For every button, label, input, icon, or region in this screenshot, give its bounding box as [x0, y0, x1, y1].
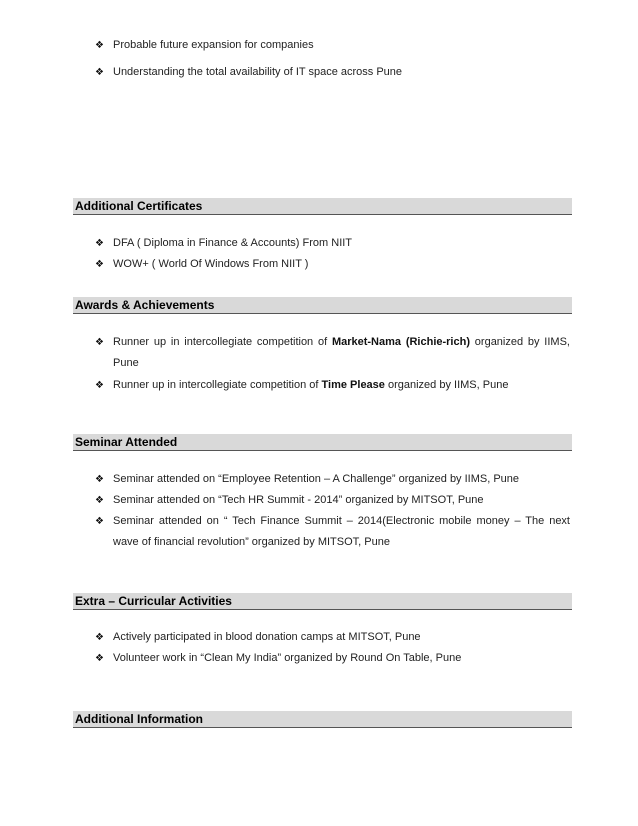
seminar-list — [95, 469, 570, 553]
certificates-list — [95, 233, 570, 275]
section-heading-seminar — [73, 434, 572, 451]
list-item: ❖ Seminar attended on “Employee Retention – A Challenge” organized by IIMS, Pune — [95, 469, 570, 490]
diamond-bullet-icon: ❖ — [95, 632, 104, 643]
diamond-bullet-icon: ❖ — [95, 474, 104, 485]
list-item: ❖ Probable future expansion for companies — [95, 35, 570, 56]
list-item: ❖ WOW+ ( World Of Windows From NIIT ) — [95, 254, 570, 275]
section-heading-awards — [73, 297, 572, 314]
diamond-bullet-icon: ❖ — [95, 653, 104, 664]
diamond-bullet-icon: ❖ — [95, 259, 104, 270]
diamond-bullet-icon: ❖ — [95, 40, 104, 51]
list-item: ❖ Seminar attended on “Tech HR Summit - 2014” organized by MITSOT, Pune — [95, 490, 570, 511]
diamond-bullet-icon: ❖ — [95, 380, 104, 391]
top-bullet-list — [95, 35, 570, 83]
section-title: Extra – Curricular Activities — [75, 594, 232, 608]
section-heading-certificates — [73, 198, 572, 215]
list-item: ❖ Runner up in intercollegiate competition of Time Please organized by IIMS, Pune — [95, 375, 570, 396]
list-item: ❖ Actively participated in blood donation camps at MITSOT, Pune — [95, 627, 570, 648]
diamond-bullet-icon: ❖ — [95, 516, 104, 527]
awards-list — [95, 332, 570, 396]
section-title: Additional Certificates — [75, 199, 203, 213]
diamond-bullet-icon: ❖ — [95, 337, 104, 348]
diamond-bullet-icon: ❖ — [95, 495, 104, 506]
section-title: Additional Information — [75, 712, 203, 726]
list-item: ❖ Understanding the total availability of IT space across Pune — [95, 62, 570, 83]
section-title: Awards & Achievements — [75, 298, 215, 312]
diamond-bullet-icon: ❖ — [95, 238, 104, 249]
section-heading-additional-info — [73, 711, 572, 728]
list-item: ❖ Runner up in intercollegiate competition of Market-Nama (Richie-rich) organized by IIMS, Pune — [95, 332, 570, 374]
section-heading-extra-curricular — [73, 593, 572, 610]
list-item: ❖ Volunteer work in “Clean My India” organized by Round On Table, Pune — [95, 648, 570, 669]
section-title: Seminar Attended — [75, 435, 178, 449]
list-item: ❖ DFA ( Diploma in Finance & Accounts) From NIIT — [95, 233, 570, 254]
extra-curricular-list — [95, 627, 570, 669]
diamond-bullet-icon: ❖ — [95, 67, 104, 78]
list-item: ❖ Seminar attended on “ Tech Finance Summit – 2014(Electronic mobile money – The next wave of financial revolution” organized by MITSOT, Pune — [95, 511, 570, 553]
